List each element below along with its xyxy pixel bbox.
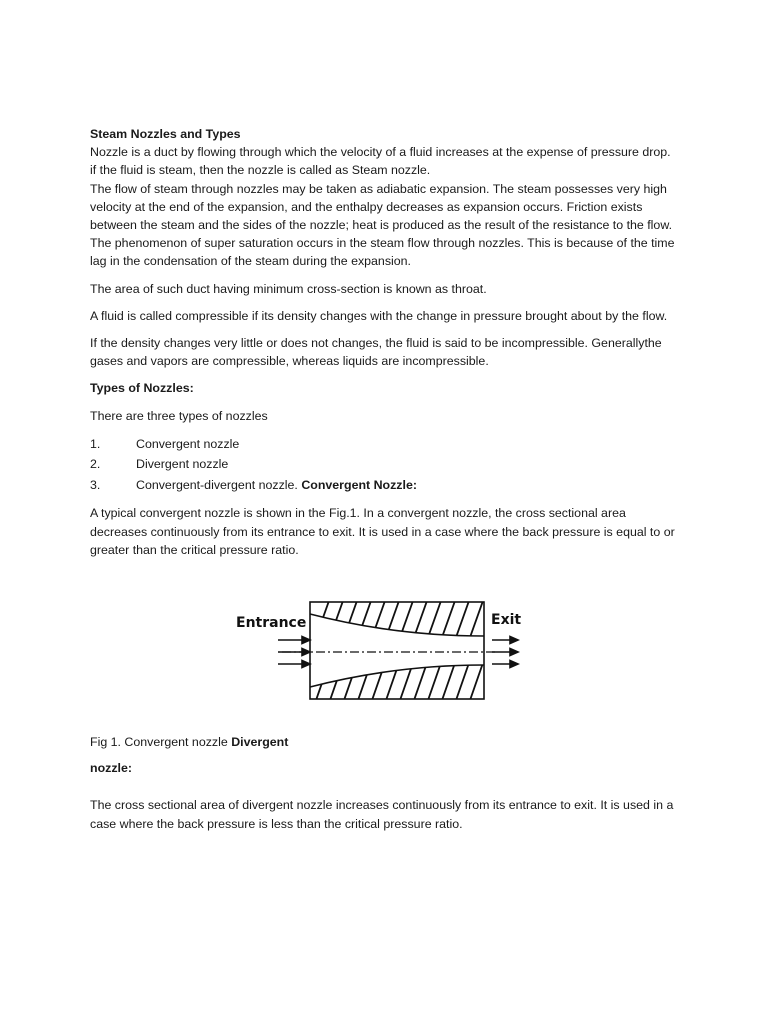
exit-label: Exit — [491, 612, 522, 628]
list-text: Convergent nozzle — [136, 436, 240, 451]
divergent-paragraph: The cross sectional area of divergent nozzle increases continuously from its entrance to exit. It is used in a case where the back pressure is less than the critical pressure ratio. — [90, 798, 674, 831]
document-title: Steam Nozzles and Types — [90, 127, 241, 141]
compressible-paragraph: A fluid is called compressible if its density changes with the change in pressure brought about by the flow. — [90, 308, 668, 323]
list-text: Convergent-divergent nozzle. — [136, 477, 302, 492]
entrance-arrows — [278, 637, 310, 668]
incompressible-paragraph: If the density changes very little or does not changes, the fluid is said to be incompressible. Generallythe gases and vapors are compressible, whereas liquids are incompressible. — [90, 336, 662, 369]
throat-paragraph: The area of such duct having minimum cross-section is known as throat. — [90, 281, 487, 296]
list-text: Divergent nozzle — [136, 457, 229, 472]
steam-flow-paragraph: The flow of steam through nozzles may be taken as adiabatic expansion. The steam possesses very high velocity at the end of the expansion, and the enthalpy decreases as expansion occurs. Friction exists between the steam and the sides of the nozzle; heat is produced as the result of the resistance to the flow. The phenomenon of super saturation occurs in the steam flow through nozzles. This is because of the time lag in the condensation of the steam during the expansion. — [90, 181, 675, 269]
figure-caption — [90, 733, 680, 751]
list-number: 3. — [90, 477, 101, 492]
divergent-heading-start: Divergent — [231, 735, 289, 749]
list-item — [90, 475, 680, 496]
divergent-heading: nozzle: — [90, 761, 132, 776]
nozzle-definition-paragraph: Nozzle is a duct by flowing through which the velocity of a fluid increases at the expense of pressure drop. if the fluid is steam, then the nozzle is called as Steam nozzle. — [90, 145, 671, 178]
caption-text: Fig 1. Convergent nozzle — [90, 735, 232, 749]
nozzle-types-list — [90, 434, 680, 496]
exit-arrows — [492, 637, 518, 668]
types-heading: Types of Nozzles: — [90, 381, 194, 396]
convergent-heading: Convergent Nozzle: — [301, 477, 417, 492]
convergent-paragraph: A typical convergent nozzle is shown in the Fig.1. In a convergent nozzle, the cross sectional area decreases continuously from its entrance to exit. It is used in a case where the back pressure is equal to or greater than the critical pressure ratio. — [90, 506, 675, 557]
entrance-label: Entrance — [236, 615, 307, 631]
types-intro: There are three types of nozzles — [90, 408, 268, 423]
list-number: 2. — [90, 457, 101, 472]
list-number: 1. — [90, 436, 101, 451]
lower-wall-hatching — [314, 660, 498, 703]
document-body-lower — [90, 733, 680, 833]
document-body — [90, 125, 680, 559]
list-item — [90, 434, 680, 455]
list-item — [90, 454, 680, 475]
convergent-nozzle-figure — [230, 598, 530, 703]
